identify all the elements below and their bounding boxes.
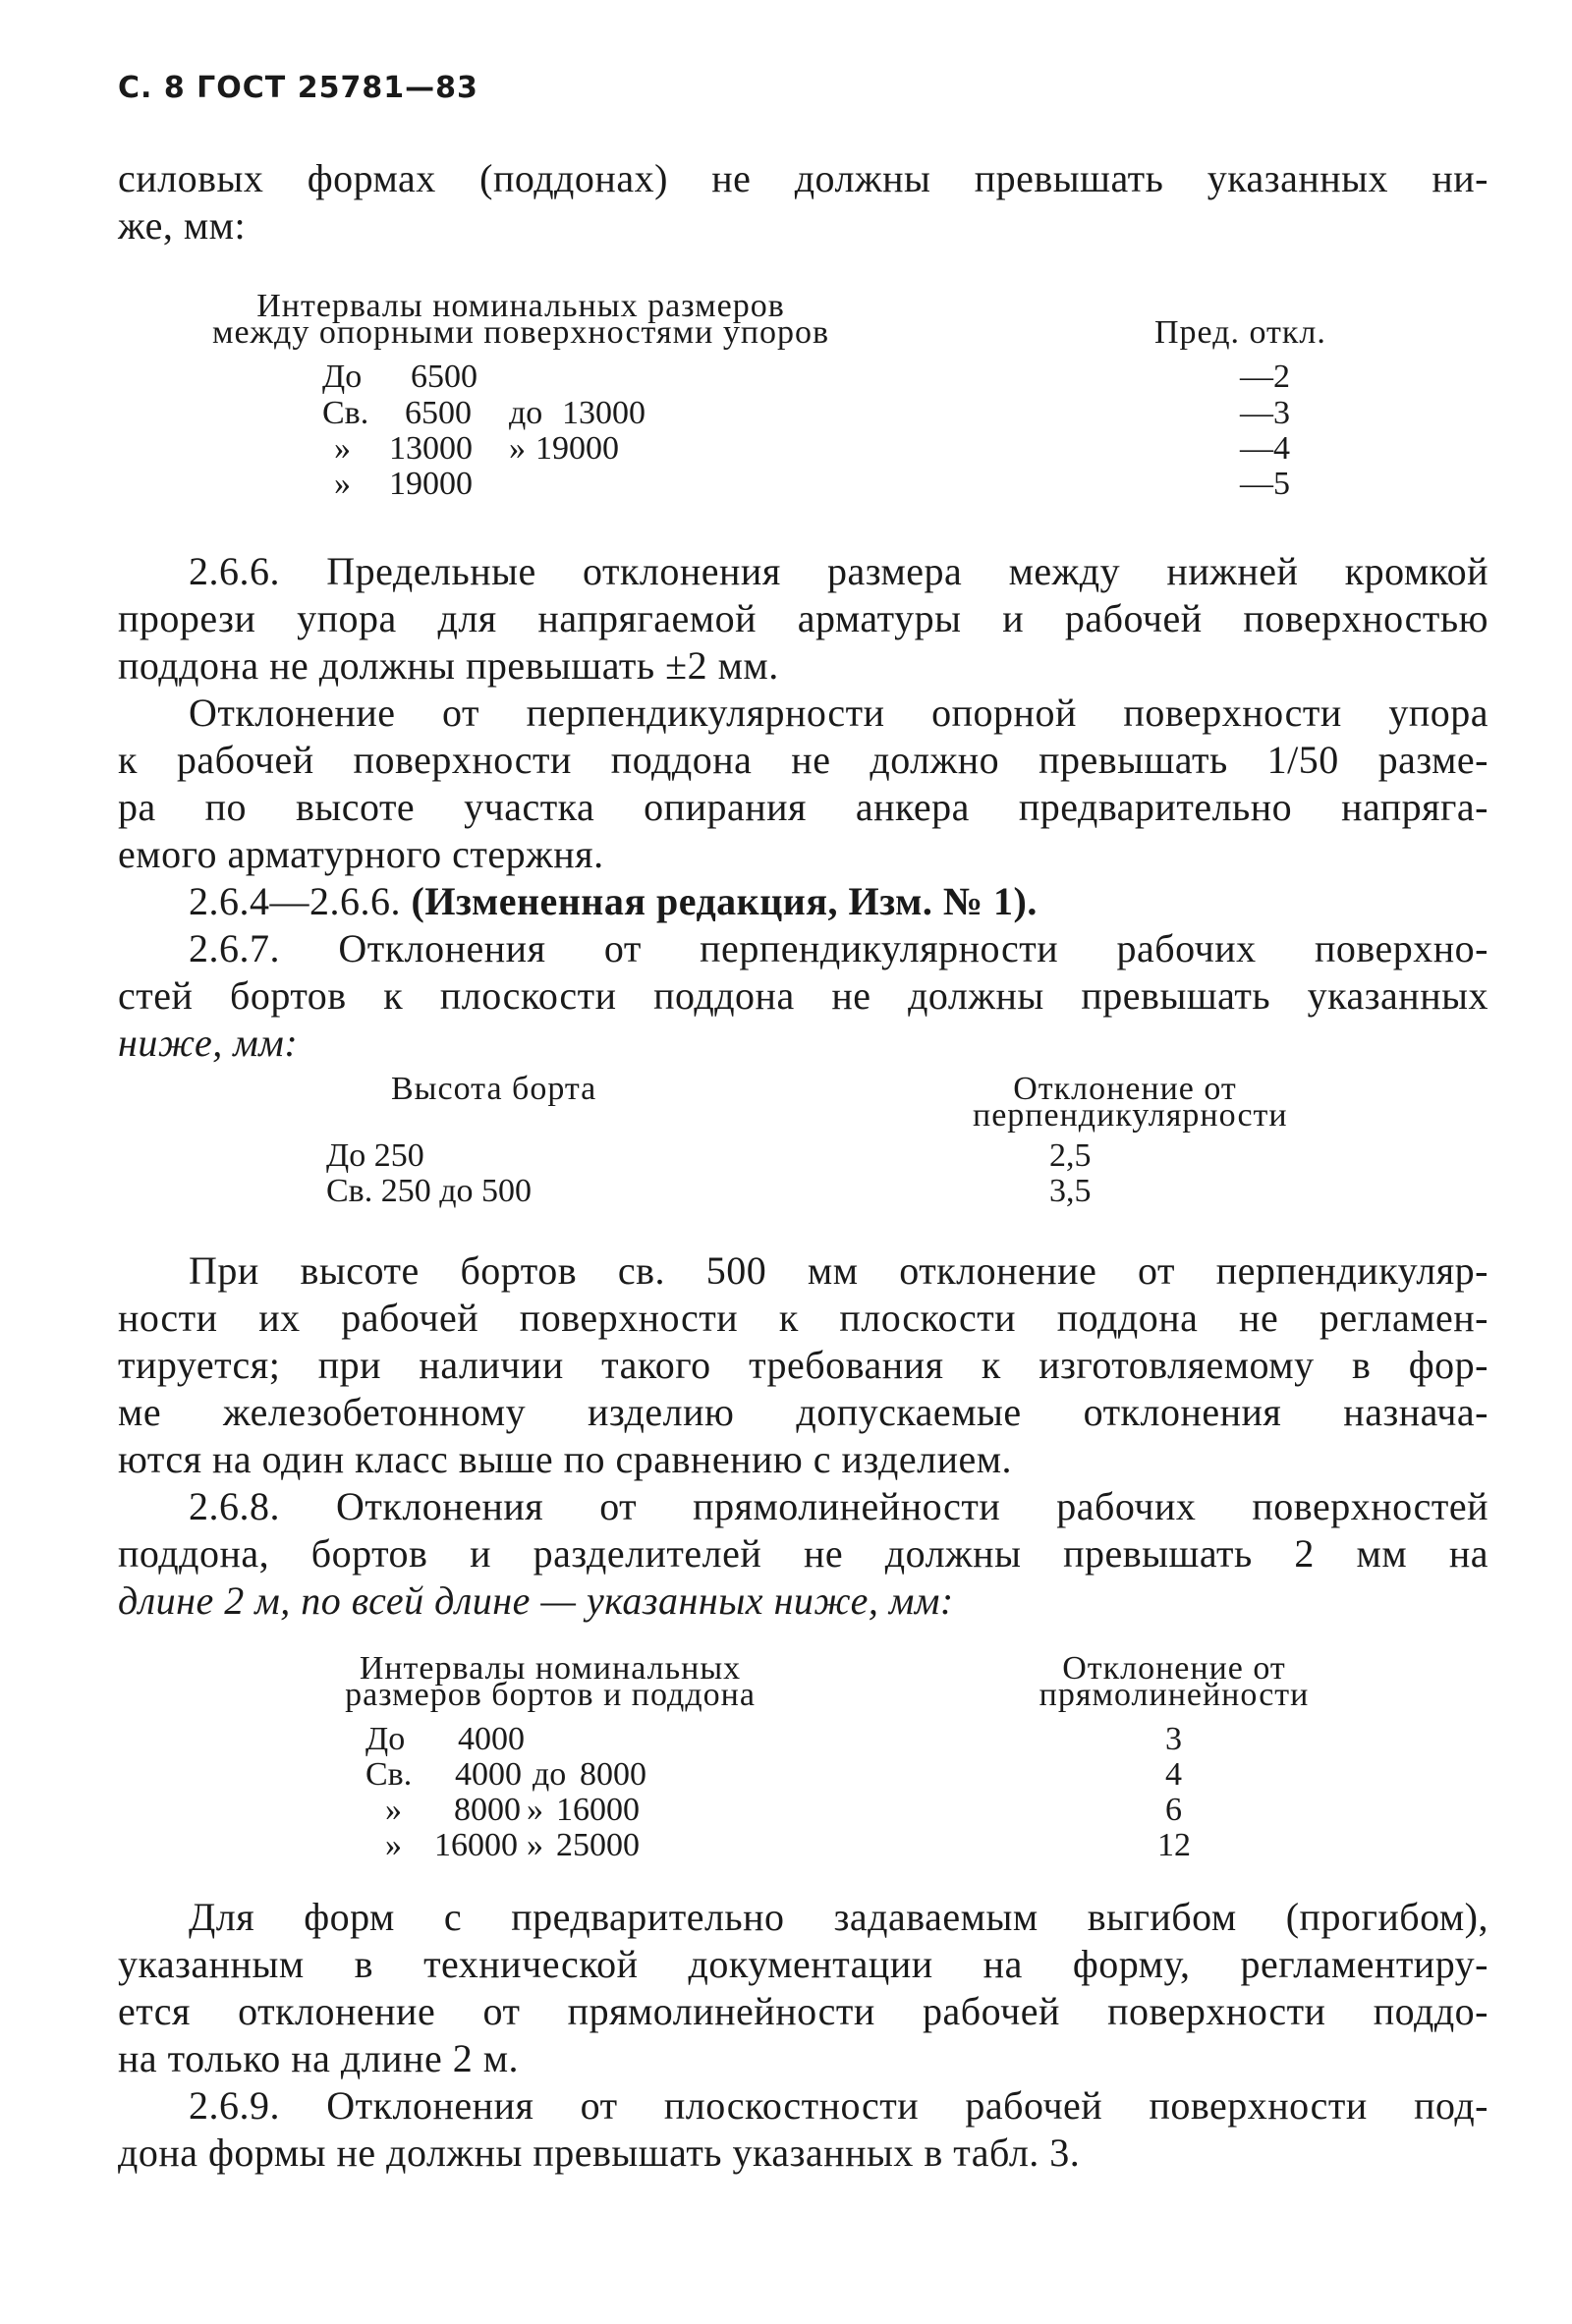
table3-header-left-2: размеров бортов и поддона [345, 1677, 756, 1713]
paragraph-perpendicularity-line-1: Отклонение от перпендикулярности опорной поверхности упора [189, 691, 1488, 735]
paragraph-2-6-8-line-1: 2.6.8. Отклонения от прямолинейности рабочих поверхностей [189, 1484, 1488, 1528]
table2-header-left: Высота борта [391, 1071, 597, 1107]
table3-row2-from: 4000 [455, 1756, 522, 1793]
paragraph-2-6-9-line-2: дона формы не должны превышать указанных в табл. 3. [118, 2130, 1081, 2175]
table3-row3-prefix: » [385, 1792, 402, 1828]
table3-row4-sep: » [527, 1827, 543, 1863]
table3-row3-value: 6 [1165, 1792, 1182, 1828]
paragraph-bending-line-4: на только на длине 2 м. [118, 2036, 520, 2080]
table3-row4-to: 25000 [556, 1827, 640, 1863]
table1-header-left-2: между опорными поверхностями упоров [211, 314, 830, 351]
paragraph-intro-line-1: силовых формах (поддонах) не должны превышать указанных ни- [118, 156, 1488, 200]
table3-row2-value: 4 [1165, 1756, 1182, 1793]
table3-row1-prefix: До [365, 1721, 406, 1757]
table3-row3-sep: » [527, 1792, 543, 1828]
table3-row4-value: 12 [1157, 1827, 1191, 1863]
table2-header-right-2: перпендикулярности [973, 1097, 1288, 1134]
paragraph-2-6-6-line-2: прорези упора для напрягаемой арматуры и рабочей поверхностью [118, 596, 1488, 640]
table1-row3-prefix: » [334, 430, 351, 467]
table3-row4-prefix: » [385, 1827, 402, 1863]
table2-row2-label: Св. 250 до 500 [326, 1173, 533, 1209]
paragraph-over-500-line-4: ме железобетонному изделию допускаемые отклонения назнача- [118, 1390, 1488, 1434]
table2-row1-label: До 250 [326, 1137, 424, 1174]
table1-row2-from: 6500 [405, 395, 472, 431]
paragraph-over-500-line-5: ются на один класс выше по сравнению с изделием. [118, 1437, 1013, 1481]
page-header: С. 8 ГОСТ 25781—83 [118, 71, 478, 105]
paragraph-perpendicularity-line-2: к рабочей поверхности поддона не должно превышать 1/50 разме- [118, 738, 1488, 782]
table1-row3-value: —4 [1240, 430, 1290, 467]
table1-row4-from: 19000 [389, 466, 473, 502]
table1-row4-prefix: » [334, 466, 351, 502]
table3-row3-to: 16000 [556, 1792, 640, 1828]
table1-row2-to: 13000 [562, 395, 646, 431]
table1-header-right: Пред. откл. [1154, 314, 1326, 351]
table1-row4-value: —5 [1240, 466, 1290, 502]
table2-header-right-1: Отклонение от [1013, 1071, 1237, 1107]
paragraph-perpendicularity-line-3: ра по высоте участка опирания анкера предварительно напряга- [118, 785, 1488, 829]
table1-header-left-1: Интервалы номинальных размеров [256, 288, 785, 324]
table3-row1-value: 3 [1165, 1721, 1182, 1757]
table3-row1-from: 4000 [458, 1721, 525, 1757]
paragraph-2-6-7-line-3: ниже, мм: [118, 1021, 299, 1065]
table1-row3-to: 19000 [535, 430, 619, 467]
table3-header-right-1: Отклонение от [1062, 1650, 1286, 1687]
table1-row2-sep: до [509, 395, 543, 431]
paragraph-bending-line-1: Для форм с предварительно задаваемым выгибом (прогибом), [189, 1895, 1488, 1939]
table3-row2-sep: до [533, 1756, 567, 1793]
paragraph-intro-line-2: же, мм: [118, 203, 247, 248]
table2-row2-value: 3,5 [1049, 1173, 1092, 1209]
paragraph-bending-line-2: указанным в технической документации на форму, регламентиру- [118, 1942, 1488, 1986]
paragraph-amendment-note [118, 878, 1488, 925]
table1-row3-sep: » [509, 430, 526, 467]
table1-row1-from: 6500 [411, 359, 477, 395]
paragraph-over-500-line-2: ности их рабочей поверхности к плоскости поддона не регламен- [118, 1296, 1488, 1340]
amendment-clause-range: 2.6.4—2.6.6. [189, 879, 401, 923]
table3-row2-to: 8000 [580, 1756, 646, 1793]
table3-header-right-2: прямолинейности [1039, 1677, 1310, 1713]
table1-row1-prefix: До [322, 359, 363, 395]
table1-row1-value: —2 [1240, 359, 1290, 395]
table1-row3-from: 13000 [389, 430, 473, 467]
paragraph-2-6-6-line-1: 2.6.6. Предельные отклонения размера между нижней кромкой [189, 549, 1488, 593]
paragraph-2-6-9-line-1: 2.6.9. Отклонения от плоскостности рабочей поверхности под- [189, 2083, 1488, 2128]
table3-row2-prefix: Св. [365, 1756, 413, 1793]
paragraph-2-6-8-line-2: поддона, бортов и разделителей не должны превышать 2 мм на [118, 1531, 1488, 1576]
table3-row3-from: 8000 [454, 1792, 521, 1828]
table1-row2-value: —3 [1240, 395, 1290, 431]
paragraph-2-6-7-line-1: 2.6.7. Отклонения от перпендикулярности рабочих поверхно- [189, 926, 1488, 970]
paragraph-over-500-line-3: тируется; при наличии такого требования к изготовляемому в фор- [118, 1343, 1488, 1387]
table3-row4-from: 16000 [434, 1827, 518, 1863]
table2-row1-value: 2,5 [1049, 1137, 1092, 1174]
paragraph-perpendicularity-line-4: емого арматурного стержня. [118, 832, 604, 876]
paragraph-2-6-7-line-2: стей бортов к плоскости поддона не должны превышать указанных [118, 973, 1488, 1018]
table3-header-left-1: Интервалы номинальных [359, 1650, 742, 1687]
table1-row2-prefix: Св. [322, 395, 369, 431]
paragraph-2-6-8-line-3: длине 2 м, по всей длине — указанных ниже, мм: [118, 1578, 954, 1623]
amendment-note: (Измененная редакция, Изм. № 1). [411, 879, 1038, 923]
paragraph-bending-line-3: ется отклонение от прямолинейности рабочей поверхности поддо- [118, 1989, 1488, 2033]
paragraph-over-500-line-1: При высоте бортов св. 500 мм отклонение от перпендикуляр- [189, 1248, 1488, 1293]
paragraph-2-6-6-line-3: поддона не должны превышать ±2 мм. [118, 643, 779, 688]
